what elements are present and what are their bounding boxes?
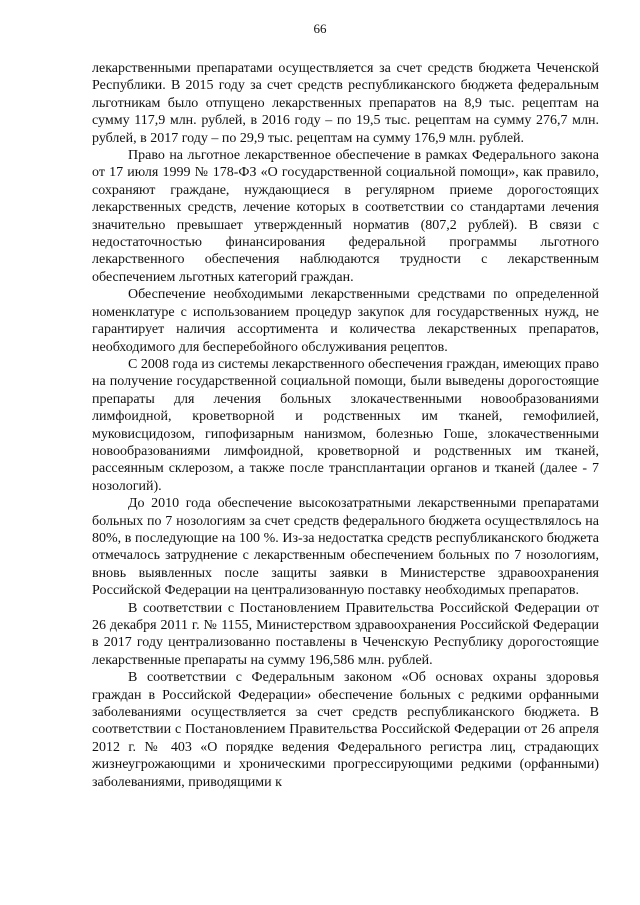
paragraph-7: В соответствии с Федеральным законом «Об основах охраны здоровья граждан в Российской Федерации» обеспечение больных с редкими орфанными заболеваниями осуществляется за счет средств республиканского бюджета. В соответствии с Постановлением Правительства Российской Федерации от 26 апреля 2012 г. № 403 «О порядке ведения Федерального регистра лиц, страдающих жизнеугрожающими и хроническими прогрессирующими редкими (орфанными) заболеваниями, приводящими к xyxy=(92,670,599,790)
paragraph-3: Обеспечение необходимыми лекарственными средствами по определенной номенклатуре с использованием процедур закупок для государственных нужд, не гарантирует наличия ассортимента и количества лекарственных препаратов, необходимого для бесперебойного обслуживания рецептов. xyxy=(92,287,599,355)
paragraph-2: Право на льготное лекарственное обеспечение в рамках Федерального закона от 17 июля 1999 № 178-ФЗ «О государственной социальной помощи», как правило, сохраняют граждане, нуждающиеся в регулярном приеме дорогостоящих лекарственных средств, лечение которых в соответствии со стандартами лечения значительно превышает утвержденный норматив (807,2 рублей). В связи с недостаточностью финансирования федеральной программы льготного лекарственного обеспечения наблюдаются трудности с лекарственным обеспечением льготных категорий граждан. xyxy=(92,148,599,285)
paragraph-4: С 2008 года из системы лекарственного обеспечения граждан, имеющих право на получение государственной социальной помощи, были выведены дорогостоящие препараты для лечения больных злокачественными новообразованиями лимфоидной, кроветворной и родственных им тканей, гемофилией, муковисцидозом, гипофизарным нанизмом, болезнью Гоше, злокачественными новообразованиями лимфоидной, кроветворной и родственных им тканей, рассеянным склерозом, а также после трансплантации органов и тканей (далее - 7 нозологий). xyxy=(92,356,599,494)
page-number: 66 xyxy=(313,21,327,36)
paragraph-6: В соответствии с Постановлением Правительства Российской Федерации от 26 декабря 2011 г. № 1155, Министерством здравоохранения Российской Федерации в 2017 году централизованно поставлены в Чеченскую Республику дорогостоящие лекарственные препараты на сумму 196,586 млн. рублей. xyxy=(92,600,599,668)
document-body xyxy=(92,60,599,791)
paragraph-5: До 2010 года обеспечение высокозатратными лекарственными препаратами больных по 7 нозологиям за счет средств федерального бюджета осуществлялось на 80%, в последующие на 100 %. Из-за недостатка средств республиканского бюджета отмечалось затруднение с лекарственным обеспечением больных по 7 нозологиям, вновь выявленных после защиты заявки в Министерстве здравоохранения Российской Федерации на централизованную поставку необходимых препаратов. xyxy=(92,496,599,599)
paragraph-1: лекарственными препаратами осуществляется за счет средств бюджета Чеченской Республики. В 2015 году за счет средств республиканского бюджета федеральным льготникам было отпущено лекарственных препаратов на 8,9 тыс. рецептам на сумму 117,9 млн. рублей, в 2016 году – по 19,5 тыс. рецептам на сумму 276,7 млн. рублей, в 2017 году – по 29,9 тыс. рецептам на сумму 176,9 млн. рублей. xyxy=(92,61,599,146)
